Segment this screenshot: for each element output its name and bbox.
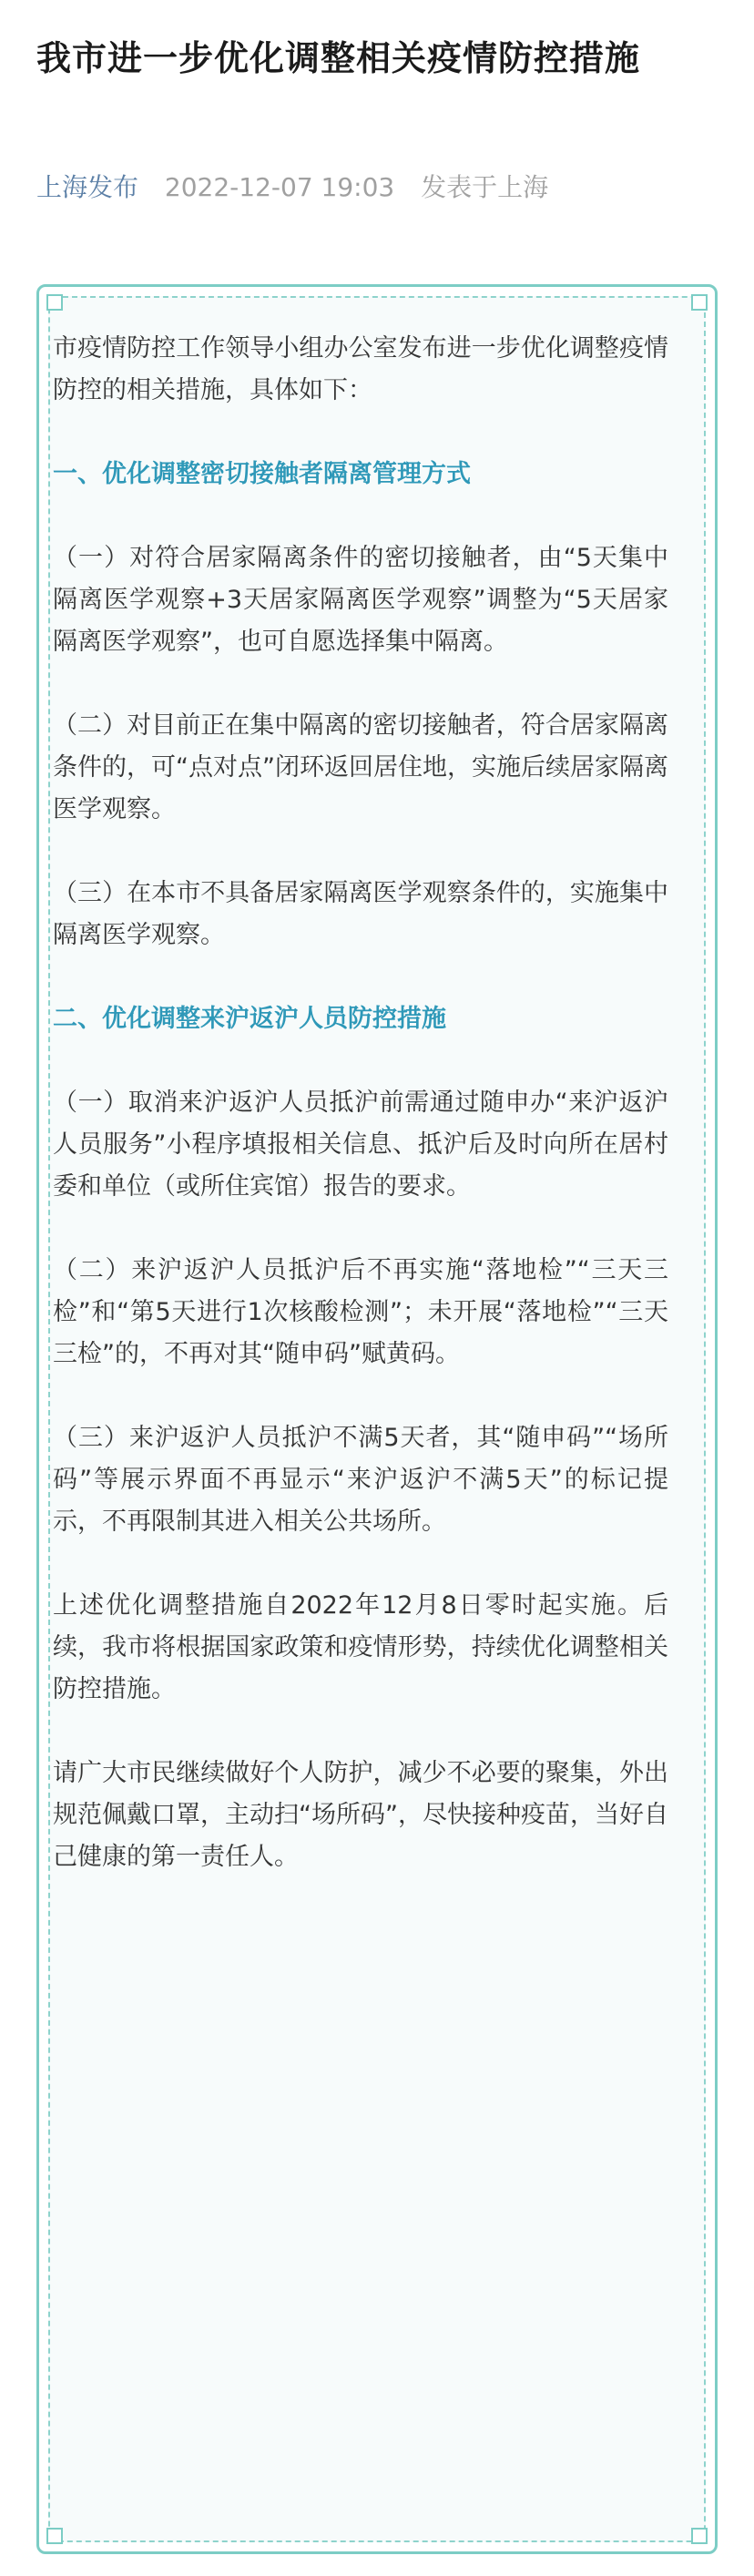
frame-corner-ornament: [46, 294, 63, 311]
frame-corner-ornament: [691, 294, 708, 311]
paragraph: （三）在本市不具备居家隔离医学观察条件的，实施集中隔离医学观察。: [53, 879, 668, 949]
section-heading-1: 一、优化调整密切接触者隔离管理方式: [53, 460, 471, 488]
paragraph: （三）来沪返沪人员抵沪不满5天者，其“随申码”“场所码”等展示界面不再显示“来沪返沪不满5天”的标记提示，不再限制其进入相关公共场所。: [53, 1424, 669, 1536]
closing-paragraph: 请广大市民继续做好个人防护，减少不必要的聚集，外出规范佩戴口罩，主动扫“场所码”，尽快接种疫苗，当好自己健康的第一责任人。: [53, 1759, 668, 1871]
section-heading-2: 二、优化调整来沪返沪人员防控措施: [53, 1005, 446, 1033]
paragraph: （一）对符合居家隔离条件的密切接触者，由“5天集中隔离医学观察+3天居家隔离医学观察”调整为“5天居家隔离医学观察”，也可自愿选择集中隔离。: [53, 544, 668, 656]
article-meta: [36, 171, 566, 204]
paragraph: （二）来沪返沪人员抵沪后不再实施“落地检”“三天三检”和“第5天进行1次核酸检测”；未开展“落地检”“三天三检”的，不再对其“随申码”赋黄码。: [53, 1256, 668, 1368]
article-title: 我市进一步优化调整相关疫情防控措施: [36, 38, 641, 78]
frame-corner-ornament: [46, 2528, 63, 2544]
publisher-link[interactable]: 上海发布: [36, 172, 139, 202]
publish-location: 发表于上海: [421, 172, 549, 202]
intro-paragraph: 市疫情防控工作领导小组办公室发布进一步优化调整疫情防控的相关措施，具体如下：: [53, 334, 668, 404]
article-header: [36, 33, 719, 84]
paragraph: （二）对目前正在集中隔离的密切接触者，符合居家隔离条件的，可“点对点”闭环返回居住地，实施后续居家隔离医学观察。: [53, 711, 668, 823]
paragraph: （一）取消来沪返沪人员抵沪前需通过随申办“来沪返沪人员服务”小程序填报相关信息、抵沪后及时向所在居村委和单位（或所住宾馆）报告的要求。: [53, 1089, 668, 1201]
publish-datetime: 2022-12-07 19:03: [164, 172, 395, 202]
article-body: [53, 328, 668, 1878]
closing-paragraph: 上述优化调整措施自2022年12月8日零时起实施。后续，我市将根据国家政策和疫情形势，持续优化调整相关防控措施。: [53, 1591, 668, 1703]
frame-corner-ornament: [691, 2528, 708, 2544]
